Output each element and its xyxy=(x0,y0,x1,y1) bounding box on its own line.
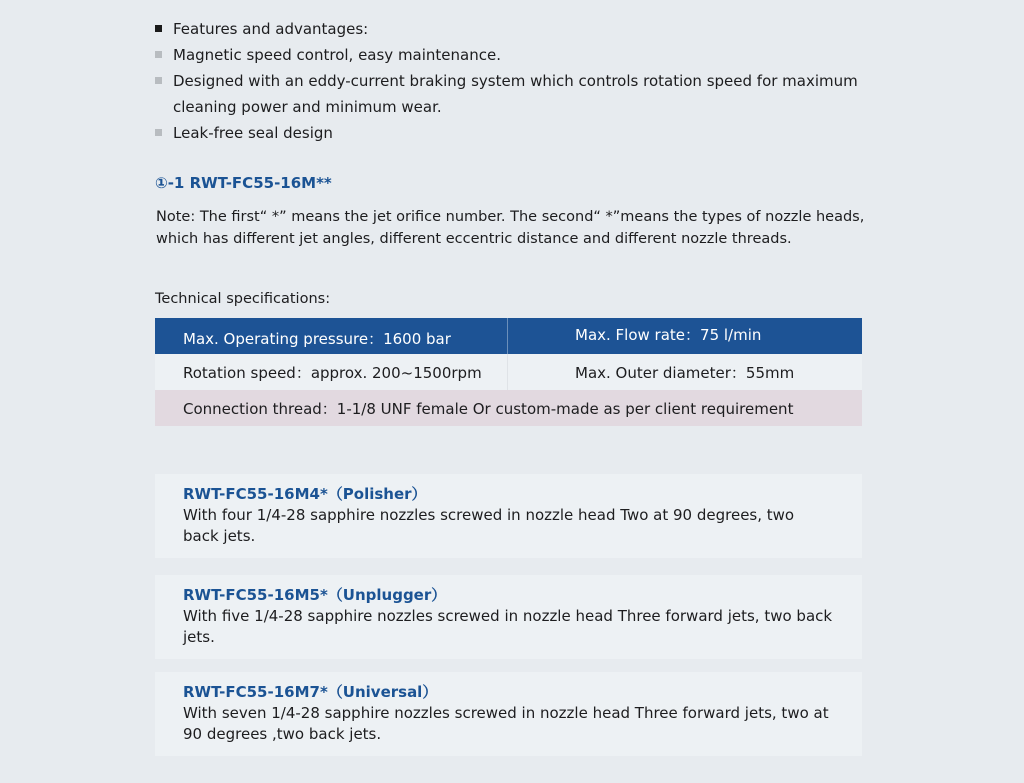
features-list xyxy=(155,16,875,146)
model-card-title: RWT-FC55-16M7*（Universal） xyxy=(183,683,438,701)
spec-cell-rotation-speed: Rotation speed：approx. 200~1500rpm xyxy=(155,354,508,390)
spec-row-rotation xyxy=(155,354,862,390)
model-card-title: RWT-FC55-16M4*（Polisher） xyxy=(183,485,427,503)
spec-cell-connection-thread: Connection thread：1-1/8 UNF female Or custom-made as per client requirement xyxy=(183,399,794,418)
spec-cell-flow-rate: Max. Flow rate：75 l/min xyxy=(575,325,762,344)
model-card-polisher xyxy=(155,474,862,558)
model-heading: ①-1 RWT-FC55-16M** xyxy=(155,174,332,192)
spec-row-pressure xyxy=(155,318,862,354)
model-card-description: With seven 1/4-28 sapphire nozzles screwed in nozzle head Three forward jets, two at 90 degrees ,two back jets. xyxy=(183,704,829,743)
square-bullet-icon xyxy=(155,129,162,136)
model-card-description: With four 1/4-28 sapphire nozzles screwed in nozzle head Two at 90 degrees, two back jets. xyxy=(183,506,795,545)
spec-title: Technical specifications: xyxy=(155,291,331,307)
feature-text: Designed with an eddy-current braking system which controls rotation speed for maximum cleaning power and minimum wear. xyxy=(173,72,858,116)
spec-cell-outer-diameter: Max. Outer diameter：55mm xyxy=(575,363,795,382)
features-heading-item xyxy=(155,16,875,42)
feature-item xyxy=(155,42,875,68)
model-card-universal xyxy=(155,672,862,756)
feature-item xyxy=(155,120,875,146)
feature-text: Magnetic speed control, easy maintenance. xyxy=(173,46,501,64)
spec-table xyxy=(155,318,862,426)
model-card-title: RWT-FC55-16M5*（Unplugger） xyxy=(183,586,447,604)
square-bullet-icon xyxy=(155,25,162,32)
model-card-unplugger xyxy=(155,575,862,659)
square-bullet-icon xyxy=(155,51,162,58)
spec-cell-pressure: Max. Operating pressure：1600 bar xyxy=(155,318,508,354)
square-bullet-icon xyxy=(155,77,162,84)
feature-text: Features and advantages: xyxy=(173,20,369,38)
model-card-description: With five 1/4-28 sapphire nozzles screwed in nozzle head Three forward jets, two back jets. xyxy=(183,607,833,646)
feature-item xyxy=(155,68,875,120)
spec-row-connection xyxy=(155,390,862,426)
note-text: Note: The first“ *” means the jet orifice number. The second“ *”means the types of nozzle heads, which has different jet angles, different eccentric distance and different nozzle threads. xyxy=(156,209,865,247)
feature-text: Leak-free seal design xyxy=(173,124,333,142)
